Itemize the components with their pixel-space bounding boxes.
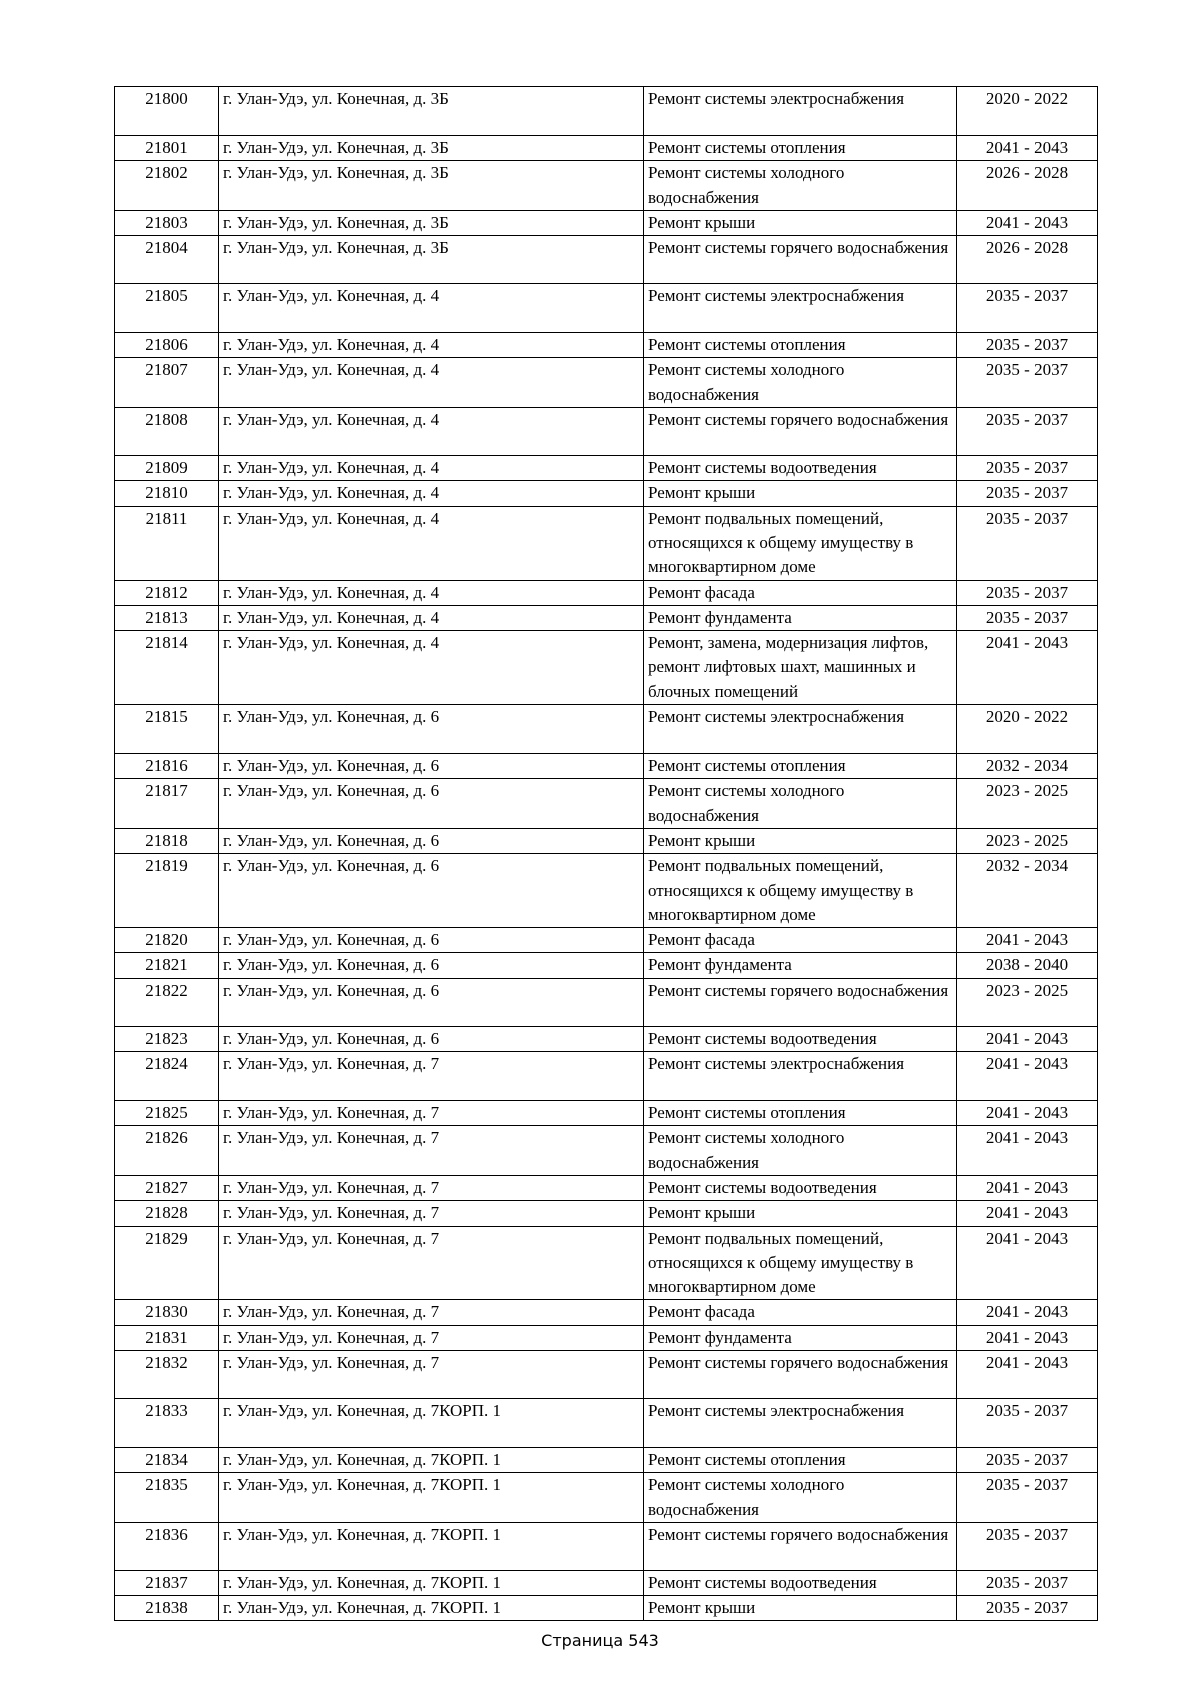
row-period: 2035 - 2037	[957, 506, 1098, 580]
row-number: 21812	[115, 580, 219, 605]
row-number: 21820	[115, 928, 219, 953]
row-number: 21815	[115, 705, 219, 754]
row-number: 21824	[115, 1052, 219, 1101]
row-number: 21803	[115, 210, 219, 235]
row-address: г. Улан-Удэ, ул. Конечная, д. 3Б	[219, 236, 644, 284]
row-number: 21811	[115, 506, 219, 580]
row-address: г. Улан-Удэ, ул. Конечная, д. 6	[219, 779, 644, 829]
row-work-type: Ремонт системы горячего водоснабжения	[644, 408, 957, 456]
row-address: г. Улан-Удэ, ул. Конечная, д. 7КОРП. 1	[219, 1570, 644, 1595]
table-row	[115, 87, 1098, 136]
row-work-type: Ремонт системы электроснабжения	[644, 705, 957, 754]
table-row	[115, 456, 1098, 481]
row-period: 2041 - 2043	[957, 1175, 1098, 1200]
row-work-type: Ремонт крыши	[644, 481, 957, 506]
table-row	[115, 854, 1098, 928]
row-period: 2020 - 2022	[957, 705, 1098, 754]
row-address: г. Улан-Удэ, ул. Конечная, д. 6	[219, 978, 644, 1026]
row-work-type: Ремонт системы холодного водоснабжения	[644, 1126, 957, 1176]
row-number: 21821	[115, 953, 219, 978]
table-row	[115, 580, 1098, 605]
row-work-type: Ремонт системы водоотведения	[644, 1026, 957, 1051]
row-number: 21819	[115, 854, 219, 928]
row-address: г. Улан-Удэ, ул. Конечная, д. 7КОРП. 1	[219, 1473, 644, 1523]
row-period: 2041 - 2043	[957, 1325, 1098, 1350]
row-number: 21833	[115, 1398, 219, 1447]
table-row	[115, 506, 1098, 580]
row-address: г. Улан-Удэ, ул. Конечная, д. 7КОРП. 1	[219, 1447, 644, 1472]
row-number: 21838	[115, 1596, 219, 1621]
works-table-body	[115, 87, 1098, 1621]
table-row	[115, 1596, 1098, 1621]
row-period: 2041 - 2043	[957, 210, 1098, 235]
row-work-type: Ремонт системы водоотведения	[644, 1175, 957, 1200]
page-number: Страница 543	[541, 1631, 659, 1650]
row-work-type: Ремонт подвальных помещений, относящихся к общему имуществу в многоквартирном доме	[644, 1226, 957, 1300]
row-address: г. Улан-Удэ, ул. Конечная, д. 7	[219, 1126, 644, 1176]
row-address: г. Улан-Удэ, ул. Конечная, д. 7	[219, 1226, 644, 1300]
row-period: 2038 - 2040	[957, 953, 1098, 978]
row-work-type: Ремонт фасада	[644, 928, 957, 953]
table-row	[115, 408, 1098, 456]
row-number: 21823	[115, 1026, 219, 1051]
row-number: 21832	[115, 1350, 219, 1398]
row-address: г. Улан-Удэ, ул. Конечная, д. 7КОРП. 1	[219, 1398, 644, 1447]
row-number: 21818	[115, 828, 219, 853]
row-work-type: Ремонт системы электроснабжения	[644, 87, 957, 136]
table-row	[115, 1398, 1098, 1447]
row-address: г. Улан-Удэ, ул. Конечная, д. 4	[219, 408, 644, 456]
row-address: г. Улан-Удэ, ул. Конечная, д. 6	[219, 854, 644, 928]
row-work-type: Ремонт крыши	[644, 1596, 957, 1621]
row-period: 2026 - 2028	[957, 161, 1098, 211]
row-address: г. Улан-Удэ, ул. Конечная, д. 6	[219, 928, 644, 953]
table-row	[115, 953, 1098, 978]
row-number: 21802	[115, 161, 219, 211]
row-work-type: Ремонт подвальных помещений, относящихся к общему имуществу в многоквартирном доме	[644, 506, 957, 580]
row-work-type: Ремонт системы водоотведения	[644, 456, 957, 481]
row-work-type: Ремонт системы холодного водоснабжения	[644, 358, 957, 408]
row-period: 2023 - 2025	[957, 978, 1098, 1026]
row-period: 2041 - 2043	[957, 928, 1098, 953]
row-number: 21836	[115, 1522, 219, 1570]
table-row	[115, 1325, 1098, 1350]
row-address: г. Улан-Удэ, ул. Конечная, д. 7	[219, 1101, 644, 1126]
row-number: 21800	[115, 87, 219, 136]
table-row	[115, 333, 1098, 358]
table-row	[115, 1300, 1098, 1325]
row-work-type: Ремонт системы горячего водоснабжения	[644, 236, 957, 284]
row-address: г. Улан-Удэ, ул. Конечная, д. 4	[219, 358, 644, 408]
row-address: г. Улан-Удэ, ул. Конечная, д. 4	[219, 284, 644, 333]
table-row	[115, 1101, 1098, 1126]
row-address: г. Улан-Удэ, ул. Конечная, д. 4	[219, 481, 644, 506]
row-period: 2041 - 2043	[957, 1026, 1098, 1051]
row-number: 21816	[115, 754, 219, 779]
row-address: г. Улан-Удэ, ул. Конечная, д. 7	[219, 1052, 644, 1101]
row-period: 2041 - 2043	[957, 1101, 1098, 1126]
row-period: 2035 - 2037	[957, 481, 1098, 506]
row-work-type: Ремонт системы горячего водоснабжения	[644, 1350, 957, 1398]
row-work-type: Ремонт крыши	[644, 828, 957, 853]
row-work-type: Ремонт системы холодного водоснабжения	[644, 161, 957, 211]
table-row	[115, 1226, 1098, 1300]
table-row	[115, 1350, 1098, 1398]
row-work-type: Ремонт системы горячего водоснабжения	[644, 978, 957, 1026]
table-row	[115, 978, 1098, 1026]
row-work-type: Ремонт крыши	[644, 210, 957, 235]
row-period: 2035 - 2037	[957, 1522, 1098, 1570]
row-work-type: Ремонт крыши	[644, 1201, 957, 1226]
table-row	[115, 1052, 1098, 1101]
row-address: г. Улан-Удэ, ул. Конечная, д. 4	[219, 631, 644, 705]
row-period: 2035 - 2037	[957, 580, 1098, 605]
row-address: г. Улан-Удэ, ул. Конечная, д. 7	[219, 1175, 644, 1200]
row-period: 2035 - 2037	[957, 408, 1098, 456]
row-work-type: Ремонт фасада	[644, 580, 957, 605]
row-work-type: Ремонт системы отопления	[644, 136, 957, 161]
table-row	[115, 358, 1098, 408]
row-period: 2041 - 2043	[957, 1126, 1098, 1176]
row-period: 2032 - 2034	[957, 754, 1098, 779]
row-work-type: Ремонт системы отопления	[644, 754, 957, 779]
table-row	[115, 210, 1098, 235]
row-work-type: Ремонт фасада	[644, 1300, 957, 1325]
row-period: 2023 - 2025	[957, 828, 1098, 853]
row-number: 21808	[115, 408, 219, 456]
row-period: 2041 - 2043	[957, 1226, 1098, 1300]
row-period: 2041 - 2043	[957, 631, 1098, 705]
row-number: 21825	[115, 1101, 219, 1126]
row-address: г. Улан-Удэ, ул. Конечная, д. 7КОРП. 1	[219, 1596, 644, 1621]
row-address: г. Улан-Удэ, ул. Конечная, д. 7КОРП. 1	[219, 1522, 644, 1570]
row-number: 21813	[115, 605, 219, 630]
row-number: 21835	[115, 1473, 219, 1523]
row-work-type: Ремонт системы холодного водоснабжения	[644, 1473, 957, 1523]
table-row	[115, 605, 1098, 630]
row-period: 2035 - 2037	[957, 605, 1098, 630]
row-work-type: Ремонт системы отопления	[644, 1447, 957, 1472]
table-row	[115, 1447, 1098, 1472]
table-row	[115, 1473, 1098, 1523]
row-address: г. Улан-Удэ, ул. Конечная, д. 3Б	[219, 210, 644, 235]
row-number: 21822	[115, 978, 219, 1026]
table-row	[115, 161, 1098, 211]
row-work-type: Ремонт системы водоотведения	[644, 1570, 957, 1595]
row-period: 2035 - 2037	[957, 1447, 1098, 1472]
row-period: 2041 - 2043	[957, 1052, 1098, 1101]
row-period: 2023 - 2025	[957, 779, 1098, 829]
row-number: 21829	[115, 1226, 219, 1300]
table-row	[115, 705, 1098, 754]
row-address: г. Улан-Удэ, ул. Конечная, д. 4	[219, 506, 644, 580]
row-address: г. Улан-Удэ, ул. Конечная, д. 7	[219, 1325, 644, 1350]
row-number: 21826	[115, 1126, 219, 1176]
row-number: 21814	[115, 631, 219, 705]
table-row	[115, 631, 1098, 705]
row-period: 2035 - 2037	[957, 1570, 1098, 1595]
row-address: г. Улан-Удэ, ул. Конечная, д. 7	[219, 1201, 644, 1226]
works-table	[114, 86, 1098, 1621]
row-number: 21831	[115, 1325, 219, 1350]
row-number: 21828	[115, 1201, 219, 1226]
table-row	[115, 1522, 1098, 1570]
row-number: 21801	[115, 136, 219, 161]
table-row	[115, 754, 1098, 779]
row-period: 2032 - 2034	[957, 854, 1098, 928]
row-work-type: Ремонт фундамента	[644, 1325, 957, 1350]
row-work-type: Ремонт системы электроснабжения	[644, 1398, 957, 1447]
row-period: 2026 - 2028	[957, 236, 1098, 284]
row-work-type: Ремонт системы холодного водоснабжения	[644, 779, 957, 829]
row-period: 2035 - 2037	[957, 456, 1098, 481]
row-address: г. Улан-Удэ, ул. Конечная, д. 4	[219, 456, 644, 481]
row-number: 21837	[115, 1570, 219, 1595]
row-address: г. Улан-Удэ, ул. Конечная, д. 4	[219, 333, 644, 358]
table-row	[115, 828, 1098, 853]
row-address: г. Улан-Удэ, ул. Конечная, д. 6	[219, 953, 644, 978]
row-work-type: Ремонт, замена, модернизация лифтов, ремонт лифтовых шахт, машинных и блочных помещений	[644, 631, 957, 705]
table-row	[115, 928, 1098, 953]
row-number: 21809	[115, 456, 219, 481]
row-work-type: Ремонт подвальных помещений, относящихся к общему имуществу в многоквартирном доме	[644, 854, 957, 928]
row-work-type: Ремонт системы электроснабжения	[644, 284, 957, 333]
table-row	[115, 481, 1098, 506]
row-period: 2041 - 2043	[957, 1201, 1098, 1226]
row-number: 21807	[115, 358, 219, 408]
row-address: г. Улан-Удэ, ул. Конечная, д. 3Б	[219, 136, 644, 161]
row-work-type: Ремонт системы отопления	[644, 333, 957, 358]
row-number: 21827	[115, 1175, 219, 1200]
table-row	[115, 136, 1098, 161]
row-period: 2041 - 2043	[957, 136, 1098, 161]
table-row	[115, 1026, 1098, 1051]
table-row	[115, 779, 1098, 829]
row-number: 21834	[115, 1447, 219, 1472]
row-number: 21810	[115, 481, 219, 506]
row-work-type: Ремонт фундамента	[644, 953, 957, 978]
row-number: 21806	[115, 333, 219, 358]
row-work-type: Ремонт системы электроснабжения	[644, 1052, 957, 1101]
table-row	[115, 1126, 1098, 1176]
row-period: 2035 - 2037	[957, 358, 1098, 408]
table-row	[115, 1201, 1098, 1226]
row-period: 2035 - 2037	[957, 1596, 1098, 1621]
table-row	[115, 284, 1098, 333]
row-address: г. Улан-Удэ, ул. Конечная, д. 7	[219, 1300, 644, 1325]
row-number: 21817	[115, 779, 219, 829]
row-period: 2041 - 2043	[957, 1350, 1098, 1398]
table-row	[115, 1175, 1098, 1200]
row-number: 21830	[115, 1300, 219, 1325]
row-work-type: Ремонт фундамента	[644, 605, 957, 630]
row-period: 2035 - 2037	[957, 1473, 1098, 1523]
row-address: г. Улан-Удэ, ул. Конечная, д. 4	[219, 580, 644, 605]
row-work-type: Ремонт системы горячего водоснабжения	[644, 1522, 957, 1570]
row-number: 21804	[115, 236, 219, 284]
row-address: г. Улан-Удэ, ул. Конечная, д. 6	[219, 1026, 644, 1051]
row-address: г. Улан-Удэ, ул. Конечная, д. 6	[219, 705, 644, 754]
row-address: г. Улан-Удэ, ул. Конечная, д. 6	[219, 828, 644, 853]
row-address: г. Улан-Удэ, ул. Конечная, д. 3Б	[219, 87, 644, 136]
row-period: 2020 - 2022	[957, 87, 1098, 136]
row-period: 2041 - 2043	[957, 1300, 1098, 1325]
row-period: 2035 - 2037	[957, 333, 1098, 358]
row-address: г. Улан-Удэ, ул. Конечная, д. 7	[219, 1350, 644, 1398]
row-address: г. Улан-Удэ, ул. Конечная, д. 6	[219, 754, 644, 779]
row-address: г. Улан-Удэ, ул. Конечная, д. 4	[219, 605, 644, 630]
row-address: г. Улан-Удэ, ул. Конечная, д. 3Б	[219, 161, 644, 211]
table-row	[115, 236, 1098, 284]
table-row	[115, 1570, 1098, 1595]
row-number: 21805	[115, 284, 219, 333]
row-work-type: Ремонт системы отопления	[644, 1101, 957, 1126]
row-period: 2035 - 2037	[957, 1398, 1098, 1447]
row-period: 2035 - 2037	[957, 284, 1098, 333]
